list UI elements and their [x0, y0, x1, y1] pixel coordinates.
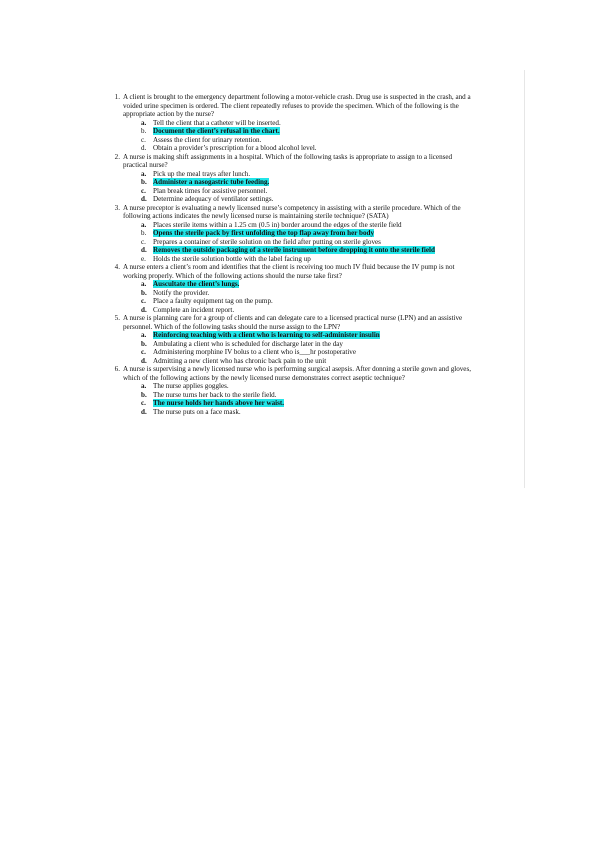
- highlighted-answer-text: Auscultate the client’s lungs.: [153, 280, 240, 288]
- option-letter: d.: [141, 407, 147, 416]
- question-1: [108, 93, 478, 153]
- highlighted-answer-text: Opens the sterile pack by first unfolding the top flap away from her body: [153, 229, 375, 237]
- answer-option: [123, 238, 478, 247]
- question-5: [108, 314, 478, 365]
- option-letter: d.: [141, 144, 147, 152]
- answer-option: [123, 178, 478, 187]
- option-letter: c.: [141, 399, 146, 407]
- option-text: Admitting a new client who has chronic back pain to the unit: [153, 356, 327, 365]
- option-letter: a.: [141, 331, 147, 339]
- answer-option: [123, 280, 478, 289]
- highlighted-answer-text: Document the client’s refusal in the chart.: [153, 127, 280, 135]
- answer-option: [123, 297, 478, 306]
- option-letter: c.: [141, 348, 146, 356]
- answer-option: [123, 187, 478, 196]
- question-text: A nurse preceptor is evaluating a newly licensed nurse’s competency in assisting with a sterile procedure. Which of the following actions indicates the newly licensed nurse is maintaining sterile technique? (SATA): [123, 203, 461, 220]
- option-text: Determine adequacy of ventilator settings.: [153, 195, 274, 203]
- option-letter: a.: [141, 382, 147, 390]
- highlighted-answer-text: Reinforcing teaching with a client who is learning to self-administer insulin: [153, 331, 380, 339]
- question-text: A client is brought to the emergency department following a motor-vehicle crash. Drug use is suspected in the crash, and a voided urine specimen is ordered. The client repeatedly refuses to provide the specimen. Which of the following is the appropriate action by the nurse?: [123, 93, 471, 118]
- answer-option: [123, 340, 478, 349]
- answer-option: [123, 195, 478, 204]
- option-letter: b.: [141, 339, 147, 348]
- answer-option: [123, 136, 478, 145]
- answer-option: [123, 357, 478, 366]
- option-letter: b.: [141, 178, 147, 186]
- option-letter: a.: [141, 169, 147, 178]
- option-letter: d.: [141, 305, 147, 314]
- option-text: Prepares a container of sterile solution on the field after putting on sterile gloves: [153, 237, 381, 246]
- question-4: [108, 263, 478, 314]
- option-text: The nurse applies goggles.: [153, 382, 229, 390]
- option-letter: c.: [141, 297, 146, 305]
- page-edge-line: [524, 70, 525, 488]
- answer-option: [123, 289, 478, 298]
- answer-options: [123, 119, 478, 153]
- option-letter: e.: [141, 254, 146, 263]
- option-letter: b.: [141, 390, 147, 399]
- option-text: Tell the client that a catheter will be inserted.: [153, 118, 281, 127]
- answer-option: [123, 221, 478, 230]
- option-letter: d.: [141, 356, 147, 365]
- question-number: 5.: [114, 314, 120, 322]
- option-text: Administering morphine IV bolus to a client who is___hr postoperative: [153, 348, 356, 356]
- option-text: The nurse puts on a face mask.: [153, 407, 241, 416]
- answer-option: [123, 382, 478, 391]
- option-letter: b.: [141, 288, 147, 297]
- option-letter: d.: [141, 246, 147, 254]
- answer-options: [123, 382, 478, 416]
- answer-options: [123, 221, 478, 264]
- option-text: The nurse turns her back to the sterile field.: [153, 390, 277, 399]
- option-letter: c.: [141, 237, 146, 246]
- answer-option: [123, 127, 478, 136]
- option-text: Plan break times for assistive personnel.: [153, 186, 268, 195]
- answer-option: [123, 331, 478, 340]
- question-number: 2.: [114, 152, 120, 161]
- question-text: A nurse is making shift assignments in a hospital. Which of the following tasks is appropriate to assign to a licensed practical nurse?: [123, 152, 453, 169]
- question-6: [108, 365, 478, 416]
- option-letter: c.: [141, 135, 146, 144]
- option-text: Places sterile items within a 1.25 cm (0.5 in) border around the edges of the sterile field: [153, 220, 402, 229]
- option-text: Place a faulty equipment tag on the pump.: [153, 297, 273, 305]
- option-text: Pick up the meal trays after lunch.: [153, 169, 251, 178]
- question-number: 4.: [114, 263, 120, 271]
- question-text: A nurse enters a client’s room and identifies that the client is receiving too much IV fluid because the IV pump is not working properly. Which of the following actions should the nurse take first?: [123, 263, 455, 280]
- answer-option: [123, 306, 478, 315]
- question-number: 1.: [114, 93, 120, 101]
- option-text: Obtain a provider’s prescription for a blood alcohol level.: [153, 144, 317, 152]
- question-text: A nurse is planning care for a group of clients and can delegate care to a licensed practical nurse (LPN) and an assistive personnel. Which of the following tasks should the nurse assign to the LPN?: [123, 314, 463, 331]
- answer-options: [123, 280, 478, 314]
- option-text: Ambulating a client who is scheduled for discharge later in the day: [153, 339, 343, 348]
- answer-option: [123, 408, 478, 417]
- option-letter: b.: [141, 229, 147, 237]
- question-list: [108, 93, 478, 416]
- option-letter: a.: [141, 280, 147, 288]
- option-text: Complete an incident report.: [153, 305, 235, 314]
- option-text: Holds the sterile solution bottle with the label facing up: [153, 254, 311, 263]
- question-number: 3.: [114, 203, 120, 212]
- option-letter: d.: [141, 195, 147, 203]
- answer-option: [123, 119, 478, 128]
- highlighted-answer-text: Administer a nasogastric tube feeding.: [153, 178, 270, 186]
- option-letter: a.: [141, 118, 147, 127]
- option-letter: c.: [141, 186, 146, 195]
- answer-option: [123, 144, 478, 153]
- answer-options: [123, 170, 478, 204]
- option-text: Assess the client for urinary retention.: [153, 135, 262, 144]
- question-2: [108, 153, 478, 204]
- question-text: A nurse is supervising a newly licensed nurse who is performing surgical asepsis. After donning a sterile gown and gloves, which of the following actions by the newly licensed nurse demonstrates correct aseptic technique?: [123, 365, 471, 382]
- answer-option: [123, 255, 478, 264]
- option-text: Notify the provider.: [153, 288, 210, 297]
- answer-option: [123, 399, 478, 408]
- question-3: [108, 204, 478, 264]
- answer-option: [123, 246, 478, 255]
- highlighted-answer-text: Removes the outside packaging of a sterile instrument before dropping it onto the sterile field: [153, 246, 435, 254]
- answer-option: [123, 348, 478, 357]
- highlighted-answer-text: The nurse holds her hands above her waist.: [153, 399, 284, 407]
- answer-option: [123, 391, 478, 400]
- answer-options: [123, 331, 478, 365]
- option-letter: b.: [141, 127, 147, 135]
- answer-option: [123, 229, 478, 238]
- option-letter: a.: [141, 220, 147, 229]
- answer-option: [123, 170, 478, 179]
- question-number: 6.: [114, 365, 120, 373]
